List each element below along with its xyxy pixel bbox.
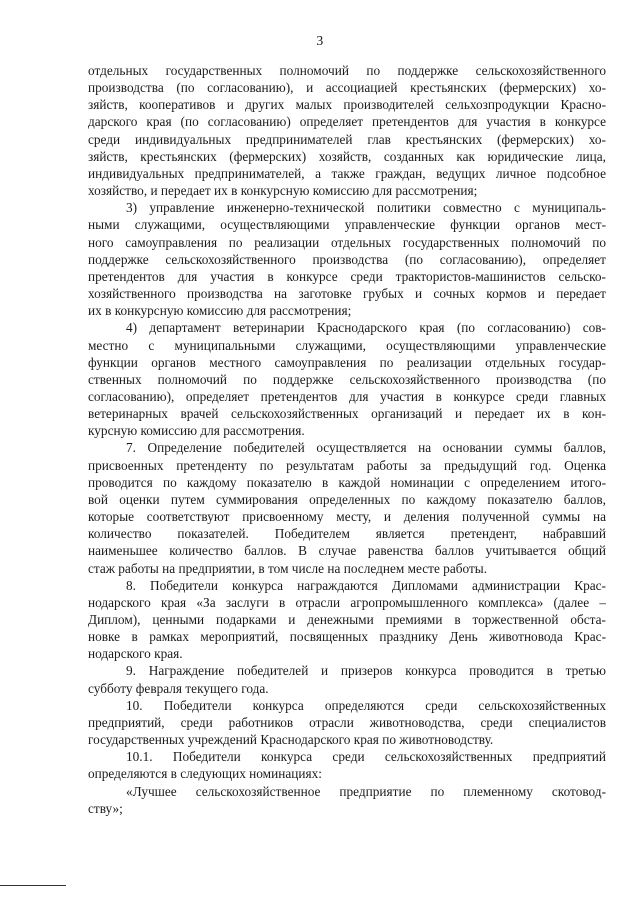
text-line: 9. Награждение победителей и призеров конкурса проводится в третью [126,663,606,679]
text-line: поддержке сельскохозяйственного производства (по согласованию), определяет [88,251,606,267]
text-line: 4) департамент ветеринарии Краснодарского края (по согласованию) сов- [126,320,606,336]
text-line: зяйств, крестьянских (фермерских) хозяйств, созданных как юридические лица, [88,148,606,164]
footer-rule [0,885,66,886]
text-line: которые соответствуют присвоенному месту, и деления полученной суммы на [88,509,606,525]
text-line: «Лучшее сельскохозяйственное предприятие по племенному скотовод- [126,783,606,799]
text-line: индивидуальных предпринимателей, а также граждан, ведущих личное подсобное [88,165,606,181]
text-line: согласованию), определяет претендентов для участия в конкурсе среди главных [88,388,606,404]
text-line: ного самоуправления по реализации отдельных государственных полномочий по [88,234,606,250]
text-line: ственных полномочий по поддержке сельскохозяйственного производства (по [88,371,606,387]
text-line: 7. Определение победителей осуществляется на основании суммы баллов, [126,440,606,456]
text-line: стаж работы на предприятии, в том числе на последнем месте работы. [88,560,488,576]
text-line: местно с муниципальными служащими, осуществляющими управленческие [88,337,606,353]
text-line: среди индивидуальных предпринимателей глав крестьянских (фермерских) хо- [88,131,606,147]
text-line: зяйств, кооперативов и других малых производителей сельхозпродукции Красно- [88,97,606,113]
text-line: Диплом), ценными подарками и денежными премиями в торжественной обста- [88,612,606,627]
text-line: функции органов местного самоуправления по реализации отдельных государ- [88,354,606,370]
text-line: наименьшее количество баллов. В случае равенства баллов учитывается общий [88,543,606,559]
text-line: количество показателей. Победителем является претендент, набравший [88,526,606,542]
text-line: проводится по каждому показателю в каждой номинации с определением итого- [88,474,606,490]
text-line: нодарского края «За заслуги в отрасли агропромышленного комплекса» (далее – [88,594,606,610]
text-line: претендентов для участия в конкурсе среди трактористов-машинистов сельско- [88,268,606,284]
text-line: 8. Победители конкурса награждаются Дипломами администрации Крас- [126,577,606,593]
text-line: предприятий, среди работников отрасли животноводства, среди специалистов [88,714,606,730]
text-line: производства (по согласованию), и ассоциацией крестьянских (фермерских) хо- [88,80,606,96]
document-body [88,62,606,817]
text-line: нодарского края. [88,646,183,662]
text-line: ству»; [88,800,123,816]
text-line: дарского края (по согласованию) определяет претендентов для участия в конкурсе [88,114,606,130]
text-line: субботу февраля текущего года. [88,680,269,696]
text-line: ветеринарных врачей сельскохозяйственных организаций и передает их в кон- [88,406,606,422]
page-number: 3 [316,34,324,49]
text-line: 10.1. Победители конкурса среди сельскохозяйственных предприятий [126,749,606,765]
text-line: новке в рамках мероприятий, посвященных празднику День животновода Крас- [88,629,606,645]
text-line: ными служащими, осуществляющими управленческие функции органов мест- [88,217,606,233]
text-line: определяются в следующих номинациях: [88,766,322,782]
text-line: хозяйство, и передает их в конкурсную комиссию для рассмотрения; [88,183,478,199]
text-line: 3) управление инженерно-технической политики совместно с муниципаль- [126,200,606,216]
text-line: государственных учреждений Краснодарского края по животноводству. [88,732,494,748]
text-line: отдельных государственных полномочий по поддержке сельскохозяйственного [88,63,606,78]
text-line: хозяйственного производства на заготовке грубых и сочных кормов и передает [88,286,606,302]
text-line: курсную комиссию для рассмотрения. [88,423,305,439]
text-line: вой оценки путем суммирования определенных по каждому показателю баллов, [88,491,606,507]
text-line: присвоенных претенденту по результатам работы за предыдущий год. Оценка [88,457,606,473]
text-line: 10. Победители конкурса определяются среди сельскохозяйственных [126,697,606,713]
text-line: их в конкурсную комиссию для рассмотрения; [88,303,352,319]
